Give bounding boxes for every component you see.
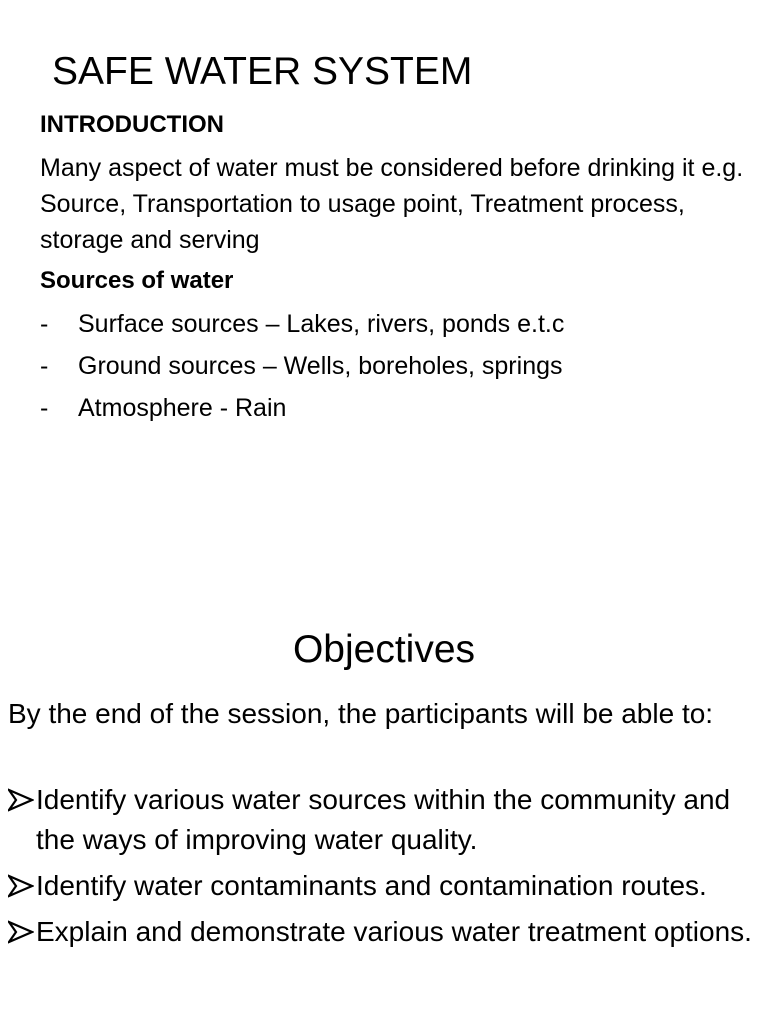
list-item [8,866,760,906]
dash-bullet: - [40,310,49,338]
source-text: Ground sources – Wells, boreholes, springs [78,352,563,380]
arrow-bullet-icon [8,920,34,944]
slide-objectives [0,560,768,1024]
objective-text: Identify various water sources within the community and the ways of improving water quality. [36,784,731,855]
list-item [40,348,564,390]
objectives-title: Objectives [292,628,476,671]
sources-heading: Sources of water [40,267,234,294]
arrow-bullet-icon [8,788,34,812]
objective-text: Identify water contaminants and contamination routes. [36,870,707,901]
objectives-lead: By the end of the session, the participants will be able to: [8,698,714,729]
sources-list [40,306,564,432]
objective-text: Explain and demonstrate various water treatment options. [36,916,752,947]
slide-title: SAFE WATER SYSTEM [52,50,473,93]
dash-bullet: - [40,394,49,422]
introduction-heading: INTRODUCTION [40,111,224,138]
list-item [40,306,564,348]
dash-bullet: - [40,352,49,380]
source-text: Surface sources – Lakes, rivers, ponds e.t.c [78,310,565,338]
list-item [8,780,760,860]
objectives-list [8,780,760,958]
list-item [40,390,564,432]
source-text: Atmosphere - Rain [78,394,287,422]
list-item [8,912,760,952]
arrow-bullet-icon [8,874,34,898]
introduction-paragraph: Many aspect of water must be considered before drinking it e.g. Source, Transportation to usage point, Treatment process, storage and serving [40,154,744,254]
